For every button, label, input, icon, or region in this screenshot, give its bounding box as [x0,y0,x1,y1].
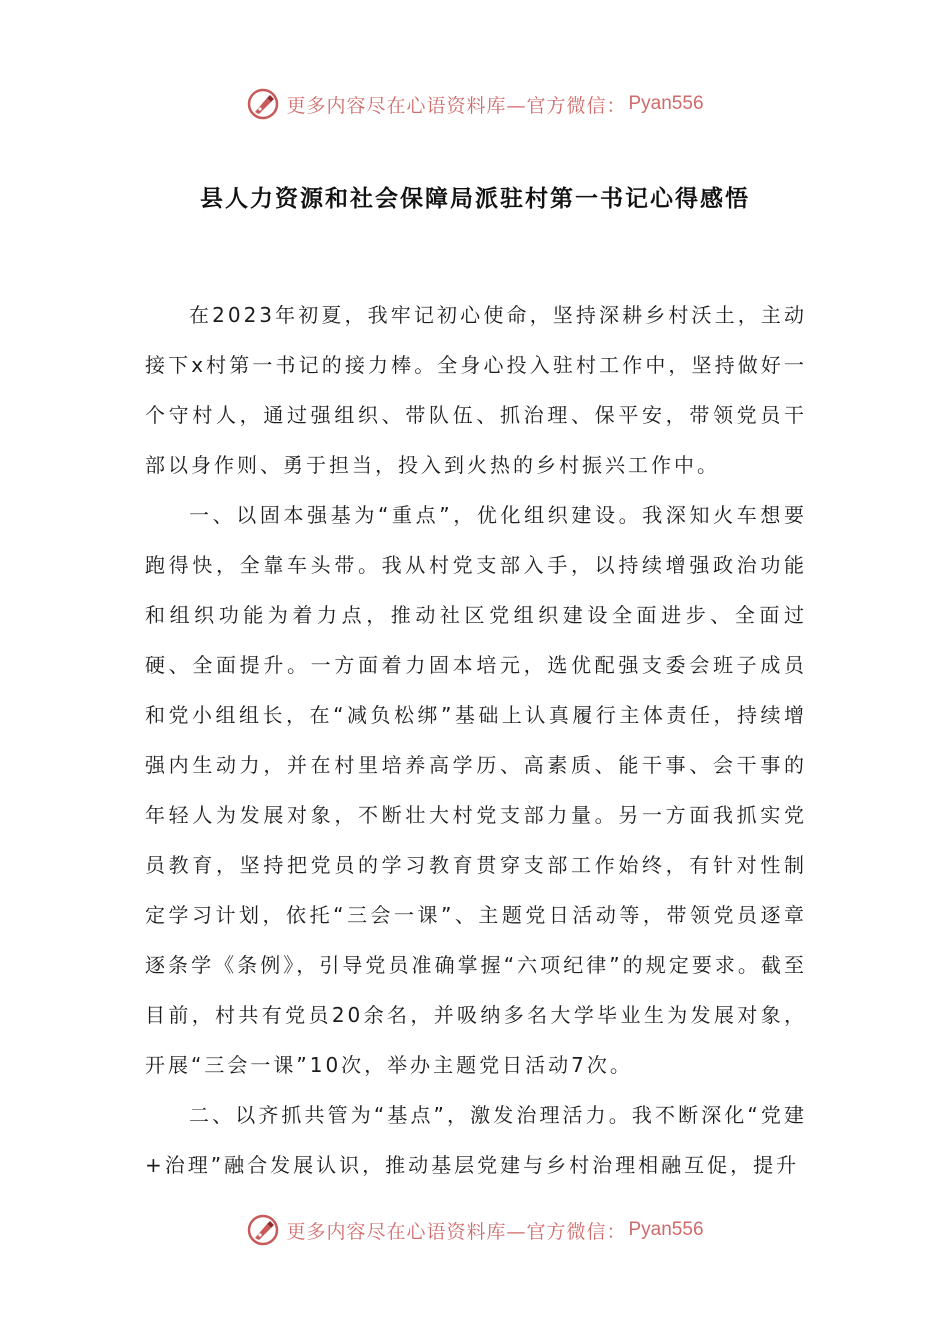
paragraph-section-two: 二、以齐抓共管为“基点”，激发治理活力。我不断深化“党建+治理”融合发展认识，推动基层党建与乡村治理相融互促，提升 [145,1103,807,1177]
watermark-header [0,84,950,124]
watermark-handle: Pyan556 [628,1219,704,1240]
document-title: 县人力资源和社会保障局派驻村第一书记心得感悟 [200,186,750,212]
watermark-text: 更多内容尽在心语资料库—官方微信： [286,94,627,117]
document-body [145,290,807,1190]
paragraph-section-one: 一、以固本强基为“重点”，优化组织建设。我深知火车想要跑得快，全靠车头带。我从村党支部入手，以持续增强政治功能和组织功能为着力点，推动社区党组织建设全面进步、全面过硬、全面提升。一方面着力固本培元，选优配强支委会班子成员和党小组组长，在“减负松绑”基础上认真履行主体责任，持续增强内生动力，并在村里培养高学历、高素质、能干事、会干事的年轻人为发展对象，不断壮大村党支部力量。另一方面我抓实党员教育，坚持把党员的学习教育贯穿支部工作始终，有针对性制定学习计划，依托“三会一课”、主题党日活动等，带领党员逐章逐条学《条例》，引导党员准确掌握“六项纪律”的规定要求。截至目前，村共有党员20余名，并吸纳多名大学毕业生为发展对象，开展“三会一课”10次，举办主题党日活动7次。 [145,503,807,1077]
watermark-handle: Pyan556 [628,93,704,114]
watermark-footer [0,1210,950,1250]
pen-nib-logo-icon [246,87,280,121]
paragraph-intro: 在2023年初夏，我牢记初心使命，坚持深耕乡村沃土，主动接下x村第一书记的接力棒。全身心投入驻村工作中，坚持做好一个守村人，通过强组织、带队伍、抓治理、保平安，带领党员干部以身作则、勇于担当，投入到火热的乡村振兴工作中。 [145,303,807,477]
watermark-text: 更多内容尽在心语资料库—官方微信： [286,1220,627,1243]
pen-nib-logo-icon [246,1213,280,1247]
